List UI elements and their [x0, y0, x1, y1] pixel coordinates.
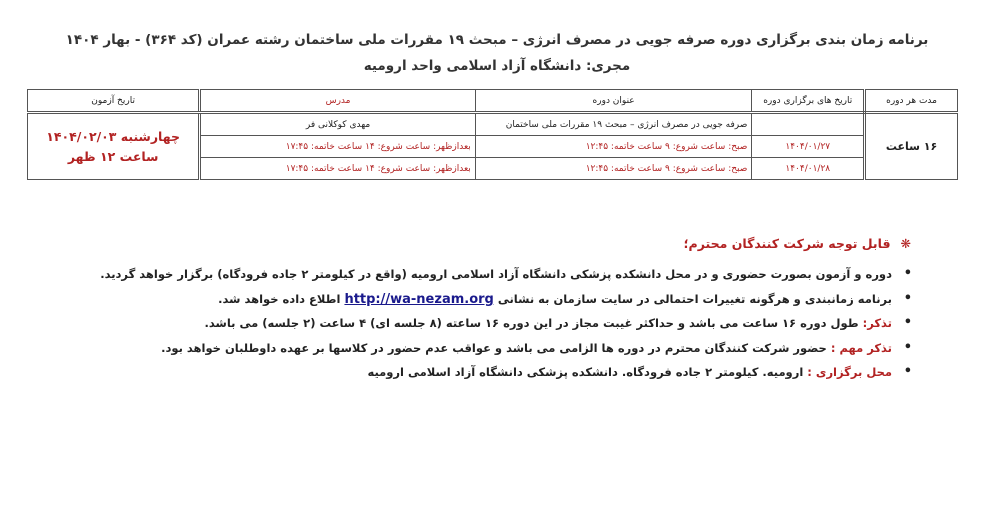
- note-text: برنامه زمانبندی و هرگونه تغییرات احتمالی در سایت سازمان به نشانی: [497, 291, 892, 306]
- list-item: [100, 262, 914, 287]
- note-text: ارومیه. کیلومتر ۲ جاده فرودگاه. دانشکده پزشکی دانشگاه آزاد اسلامی ارومیه: [367, 365, 804, 379]
- session-morning-time: صبح: ساعت شروع: ۹ ساعت خاتمه: ۱۲:۴۵: [475, 136, 752, 158]
- header-dates: تاریخ های برگزاری دوره: [752, 90, 865, 113]
- session-afternoon-time: بعدازظهر: ساعت شروع: ۱۴ ساعت خاتمه: ۱۷:۴۵: [200, 158, 476, 180]
- asterisk-icon: ❋: [900, 236, 911, 251]
- note-label: تذکر مهم :: [830, 340, 892, 355]
- session-date: ۱۴۰۴/۰۱/۲۷: [752, 136, 865, 158]
- header-exam-date: تاریخ آزمون: [28, 90, 200, 113]
- notice-list: [100, 262, 914, 385]
- page-title: برنامه زمان بندی برگزاری دوره صرفه جویی در مصرف انرژی – مبحث ۱۹ مقررات ملی ساختمان رشته عمران (کد ۳۶۴) - بهار ۱۴۰۴: [65, 32, 929, 48]
- session-afternoon-time: بعدازظهر: ساعت شروع: ۱۴ ساعت خاتمه: ۱۷:۴۵: [200, 136, 476, 158]
- schedule-table: [27, 89, 958, 180]
- notice-heading: [684, 236, 911, 251]
- exam-time-line: ساعت ۱۲ ظهر: [67, 148, 159, 164]
- table-row: [28, 113, 958, 136]
- header-teacher: مدرس: [200, 90, 476, 113]
- page-subtitle: مجری: دانشگاه آزاد اسلامی واحد ارومیه: [363, 58, 631, 74]
- bullet-icon: •: [903, 339, 912, 355]
- note-text: دوره و آزمون بصورت حضوری و در محل دانشکده پزشکی دانشگاه آزاد اسلامی ارومیه (واقع در کیلومتر ۲ جاده فرودگاه) برگزار خواهد گردید.: [100, 267, 892, 281]
- bullet-icon: •: [903, 290, 912, 306]
- teacher-cell: مهدی کوکلانی فر: [200, 113, 476, 136]
- note-text: طول دوره ۱۶ ساعت می باشد و حداکثر غیبت مجاز در این دوره ۱۶ ساعته (۸ جلسه ای) ۴ ساعت (۲ جلسه) می باشد.: [204, 316, 859, 330]
- bullet-icon: •: [903, 266, 912, 281]
- duration-cell: ۱۶ ساعت: [865, 113, 958, 180]
- list-item: [134, 336, 914, 361]
- note-text: اطلاع داده خواهد شد.: [218, 291, 341, 306]
- session-date: ۱۴۰۴/۰۱/۲۸: [752, 158, 865, 180]
- session-morning-time: صبح: ساعت شروع: ۹ ساعت خاتمه: ۱۲:۴۵: [475, 158, 752, 180]
- website-link[interactable]: http://wa-nezam.org: [344, 291, 494, 307]
- exam-date-cell: [28, 113, 200, 180]
- dates-cell-empty: [752, 113, 865, 136]
- notice-heading-text: قابل توجه شرکت کنندگان محترم؛: [683, 236, 891, 251]
- header-duration: مدت هر دوره: [865, 90, 958, 113]
- course-title-cell: صرفه جویی در مصرف انرژی – مبحث ۱۹ مقررات ملی ساختمان: [475, 113, 752, 136]
- header-course: عنوان دوره: [475, 90, 752, 113]
- list-item: [134, 311, 914, 336]
- note-label: محل برگزاری :: [807, 365, 892, 379]
- note-label: تذکر:: [862, 316, 892, 330]
- note-text: حضور شرکت کنندگان محترم در دوره ها الزامی می باشد و عواقب عدم حضور در کلاسها بر عهده داوطلبان خواهد بود.: [161, 340, 827, 355]
- list-item: [134, 287, 914, 312]
- bullet-icon: •: [903, 364, 912, 379]
- exam-date-line: چهارشنبه ۱۴۰۴/۰۲/۰۳: [46, 128, 180, 144]
- list-item: [134, 360, 914, 385]
- table-header-row: [28, 90, 958, 113]
- bullet-icon: •: [903, 315, 912, 330]
